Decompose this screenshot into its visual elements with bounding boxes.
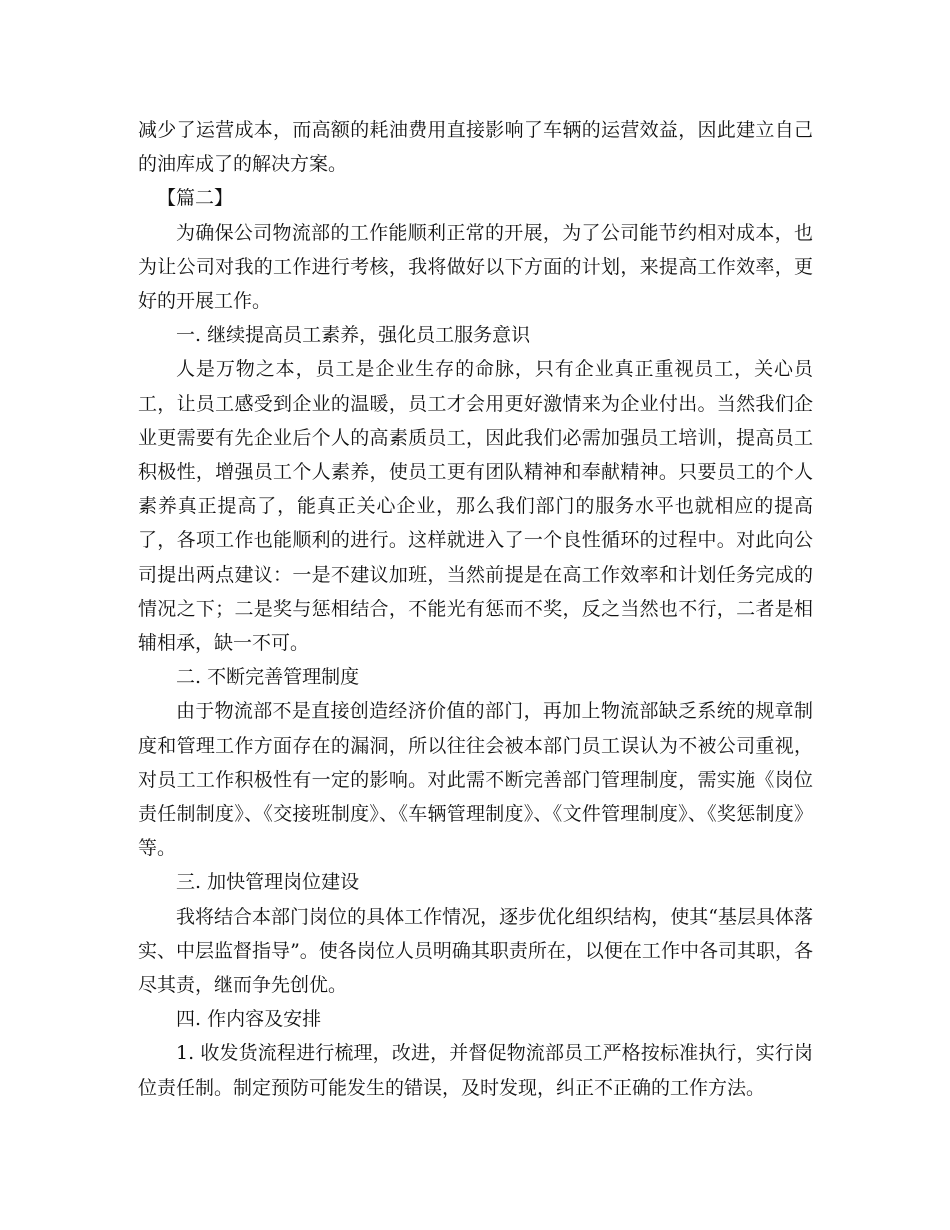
paragraph-1: 人是万物之本，员工是企业生存的命脉，只有企业真正重视员工，关心员工，让员工感受到企业的温暖，员工才会用更好激情来为企业付出。当然我们企业更需要有先企业后个人的高素质员工，因此我们必需加强员工培训，提高员工积极性，增强员工个人素养，使员工更有团队精神和奉献精神。只要员工的个人素养真正提高了，能真正关心企业，那么我们部门的服务水平也就相应的提高了，各项工作也能顺利的进行。这样就进入了一个良性循环的过程中。对此向公司提出两点建议：一是不建议加班，当然前提是在高工作效率和计划任务完成的情况之下；二是奖与惩相结合，不能光有惩而不奖，反之当然也不行，二者是相辅相承，缺一不可。 — [138, 358, 813, 655]
paragraph-intro: 为确保公司物流部的工作能顺利正常的开展，为了公司能节约相对成本，也为让公司对我的工作进行考核，我将做好以下方面的计划，来提高工作效率，更好的开展工作。 — [138, 221, 813, 313]
heading-1: 一. 继续提高员工素养，强化员工服务意识 — [176, 324, 531, 347]
heading-3: 三. 加快管理岗位建设 — [176, 871, 360, 894]
paragraph-4: 1. 收发货流程进行梳理，改进，并督促物流部员工严格按标准执行，实行岗位责任制。制定预防可能发生的错误，及时发现，纠正不正确的工作方法。 — [138, 1042, 813, 1099]
document-page — [138, 113, 813, 1105]
paragraph-3: 我将结合本部门岗位的具体工作情况，逐步优化组织结构，使其“基层具体落实、中层监督指导”。使各岗位人员明确其职责所在，以便在工作中各司其职，各尽其责，继而争先创优。 — [138, 905, 813, 997]
heading-4: 四. 作内容及安排 — [176, 1008, 322, 1031]
paragraph-continuation: 减少了运营成本，而高额的耗油费用直接影响了车辆的运营效益，因此建立自己的油库成了的解决方案。 — [138, 119, 813, 176]
section-title: 【篇二】 — [157, 187, 234, 210]
heading-2: 二. 不断完善管理制度 — [176, 666, 360, 689]
paragraph-2: 由于物流部不是直接创造经济价值的部门，再加上物流部缺乏系统的规章制度和管理工作方面存在的漏洞，所以往往会被本部门员工误认为不被公司重视，对员工工作积极性有一定的影响。对此需不断完善部门管理制度，需实施《岗位责任制制度》、《交接班制度》、《车辆管理制度》、《文件管理制度》、《奖惩制度》等。 — [138, 700, 813, 860]
